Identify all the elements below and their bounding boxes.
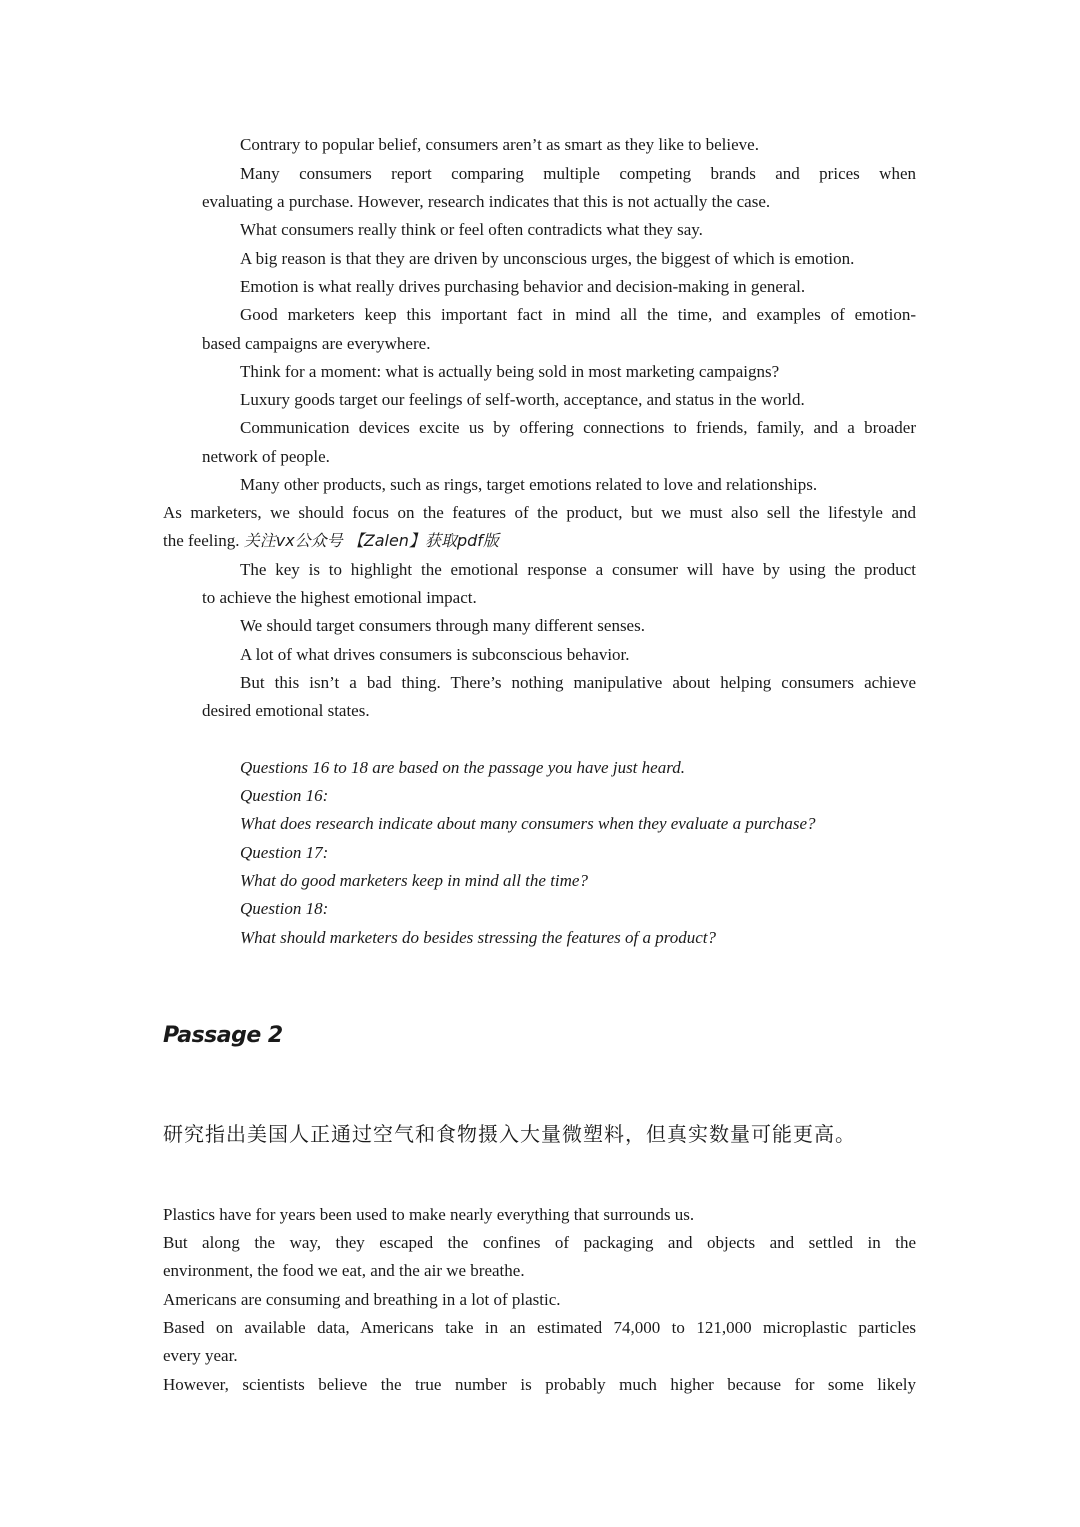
passage1-line: Luxury goods target our feelings of self-worth, acceptance, and status in the world. bbox=[240, 390, 805, 409]
question-number: Question 16: bbox=[240, 786, 329, 805]
passage1-line: But this isn’t a bad thing. There’s nothing manipulative about helping consumers achieve bbox=[240, 673, 916, 692]
passage1-line: Contrary to popular belief, consumers aren’t as smart as they like to believe. bbox=[240, 135, 759, 154]
passage1-line: Many consumers report comparing multiple competing brands and prices when bbox=[240, 164, 916, 183]
passage2-line: But along the way, they escaped the confines of packaging and objects and settled in the bbox=[163, 1233, 916, 1252]
passage2-heading: Passage 2 bbox=[163, 1023, 283, 1048]
passage2-chinese-summary: 研究指出美国人正通过空气和食物摄入大量微塑料，但真实数量可能更高。 bbox=[163, 1122, 856, 1146]
passage1-line: The key is to highlight the emotional response a consumer will have by using the product bbox=[240, 560, 916, 579]
passage1-line: the feeling. bbox=[163, 531, 240, 550]
passage1-line: network of people. bbox=[202, 447, 330, 466]
question-text: What does research indicate about many consumers when they evaluate a purchase? bbox=[240, 814, 816, 833]
passage1-line: As marketers, we should focus on the features of the product, but we must also sell the lifestyle and bbox=[163, 503, 916, 522]
passage2-line: Based on available data, Americans take in an estimated 74,000 to 121,000 microplastic particles bbox=[163, 1318, 916, 1337]
passage1-line: desired emotional states. bbox=[202, 701, 370, 720]
watermark-text: 关注vx公众号 【Zalen】获取pdf版 bbox=[243, 531, 499, 550]
question-number: Question 17: bbox=[240, 843, 329, 862]
passage1-line: What consumers really think or feel often contradicts what they say. bbox=[240, 220, 703, 239]
passage1-line: A big reason is that they are driven by unconscious urges, the biggest of which is emotion. bbox=[240, 249, 855, 268]
questions-intro: Questions 16 to 18 are based on the passage you have just heard. bbox=[240, 758, 685, 777]
passage1-line-with-watermark bbox=[163, 527, 499, 555]
passage1-line: evaluating a purchase. However, research indicates that this is not actually the case. bbox=[202, 192, 771, 211]
passage2-line: every year. bbox=[163, 1346, 238, 1365]
passage1-line: We should target consumers through many different senses. bbox=[240, 616, 645, 635]
passage1-line: Communication devices excite us by offering connections to friends, family, and a broader bbox=[240, 418, 916, 437]
passage2-line: However, scientists believe the true number is probably much higher because for some likely bbox=[163, 1375, 916, 1394]
passage1-line: based campaigns are everywhere. bbox=[202, 334, 431, 353]
passage2-line: Plastics have for years been used to make nearly everything that surrounds us. bbox=[163, 1205, 695, 1224]
question-text: What should marketers do besides stressing the features of a product? bbox=[240, 928, 716, 947]
passage2-line: Americans are consuming and breathing in a lot of plastic. bbox=[163, 1290, 561, 1309]
question-number: Question 18: bbox=[240, 899, 329, 918]
passage1-line: to achieve the highest emotional impact. bbox=[202, 588, 477, 607]
question-text: What do good marketers keep in mind all the time? bbox=[240, 871, 588, 890]
passage1-line: Emotion is what really drives purchasing behavior and decision-making in general. bbox=[240, 277, 806, 296]
passage2-line: environment, the food we eat, and the air we breathe. bbox=[163, 1261, 525, 1280]
passage1-line: Good marketers keep this important fact in mind all the time, and examples of emotion- bbox=[240, 305, 916, 324]
passage1-line: Many other products, such as rings, target emotions related to love and relationships. bbox=[240, 475, 818, 494]
passage1-line: Think for a moment: what is actually being sold in most marketing campaigns? bbox=[240, 362, 780, 381]
passage1-line: A lot of what drives consumers is subconscious behavior. bbox=[240, 645, 630, 664]
